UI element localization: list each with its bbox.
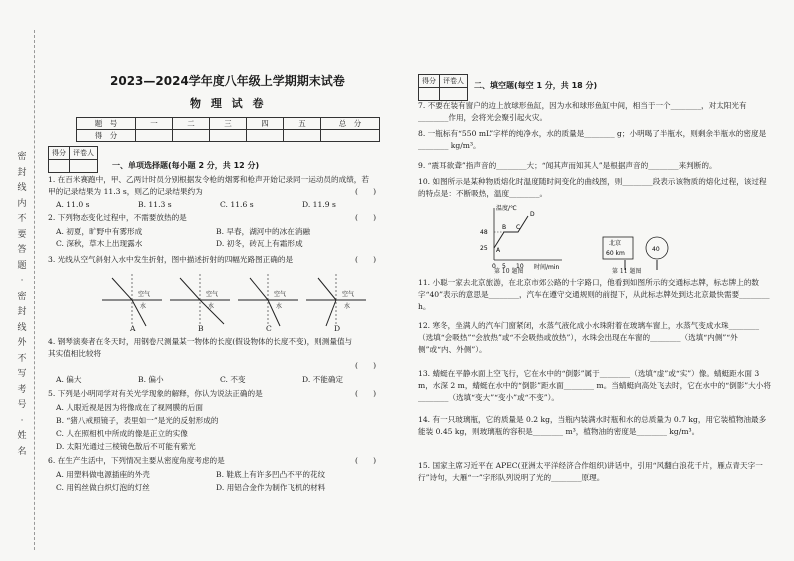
margin-char: 线 (17, 322, 27, 333)
grader-score-cell (419, 88, 440, 101)
margin-char: 不 (17, 353, 27, 364)
score-cell: 三 (210, 118, 247, 130)
margin-char: 封 (17, 167, 27, 178)
margin-char: · (20, 415, 24, 426)
question-5-options (56, 401, 376, 453)
score-cell: 题 号 (77, 118, 136, 130)
section2-title: 二、填空题(每空 1 分，共 18 分) (474, 81, 598, 90)
fig11-caption: 第 11 题图 (612, 268, 642, 275)
fig10-caption: 第 10 题图 (494, 268, 524, 275)
margin-char: 内 (17, 198, 27, 209)
margin-char: 密 (17, 291, 27, 302)
score-cell[interactable] (321, 130, 380, 142)
score-cell: 总 分 (321, 118, 380, 130)
fig10-xlabel: 时间/min (534, 264, 560, 271)
option: D. 用铝合金作为制作飞机的材料 (216, 483, 326, 492)
option: A. 用塑料做电源插座的外壳 (56, 470, 150, 479)
option: A. 11.0 s (56, 200, 90, 209)
option: C. 用钨丝做白炽灯泡的灯丝 (56, 483, 150, 492)
option: C. 11.6 s (220, 200, 254, 209)
question-9: 9. “震耳欲聋”指声音的________大；“闻其声而知其人”是根据声音的________来判断的。 (418, 161, 717, 170)
grader-name-cell (70, 160, 98, 173)
question-6: 6. 在生产生活中，下列情况主要从密度角度考虑的是 (48, 456, 225, 465)
question-3-options (130, 324, 390, 333)
section1-title: 一、单项选择题(每小题 2 分，共 12 分) (112, 161, 260, 170)
question-8: 8. 一瓶标有“550 mL”字样的纯净水，水的质量是________ g；小明喝了半瓶水，则剩余半瓶水的密度是________ kg/m³。 (418, 129, 767, 150)
answer-paren: ( ) (355, 361, 377, 370)
score-cell[interactable] (136, 130, 173, 142)
score-table (76, 117, 380, 142)
water-label: 水 (276, 303, 283, 310)
margin-char: 写 (17, 369, 27, 379)
sign-distance: 60 km (606, 250, 625, 257)
question-5: 5. 下列是小明同学对有关光学现象的解释，你认为说法正确的是 (48, 389, 263, 398)
answer-paren: ( ) (355, 213, 377, 222)
option: D. 11.9 s (302, 200, 336, 209)
air-label: 空气 (206, 291, 219, 298)
air-label: 空气 (342, 291, 355, 298)
option: C. 深秋，草木上出现露水 (56, 239, 143, 248)
question-4: 4. 钢琴演奏者在冬天时，用钢卷尺测量某一物体的长度(假设物体的长度不变)，则测量值与其实值相比较将 (48, 337, 353, 358)
answer-paren: ( ) (355, 187, 377, 196)
option: D. 太阳光通过三棱镜色散后不可能有紫光 (56, 442, 196, 451)
diagram-d (306, 274, 366, 326)
question-11: 11. 小聪一家去北京旅游，在北京市郊公路的十字路口，他看到如图所示的交通标志牌，标志牌上的数字“40”表示的意思是________，汽车在遵守交通规则的前提下，从此标志牌处到达北京最快需要________ h。 (418, 278, 770, 311)
question-4-options (56, 374, 386, 385)
option: B. 偏小 (138, 375, 164, 384)
fig10-xtick: 5 (502, 263, 506, 270)
seal-line-notice (14, 150, 30, 460)
question-6-options (56, 468, 386, 494)
grader-box (418, 74, 468, 101)
fig10-point: B (502, 224, 507, 231)
water-label: 水 (140, 303, 147, 310)
margin-char: 号 (17, 400, 27, 410)
score-cell: 得 分 (77, 130, 136, 142)
question-2-options (56, 226, 386, 250)
margin-char: 密 (17, 152, 27, 162)
option: C. 人在照相机中所成的像是正立的实像 (56, 429, 188, 438)
question-2: 2. 下列物态变化过程中，不需要放热的是 (48, 213, 187, 222)
fig10-xtick: 10 (516, 263, 524, 270)
fig10-ytick: 48 (480, 229, 488, 236)
fig10-ylabel: 温度/℃ (496, 205, 517, 212)
fig10-ytick: 25 (480, 245, 488, 252)
question-13: 13. 蜻蜓在平静水面上空飞行，它在水中的“倒影”属于________（选填“虚”或“实”）像。蜻蜓距水面 3 m，水深 2 m，蜻蜓在水中的“倒影”距水面________ m。当蜻蜓向高处飞去时，它在水中的“倒影”大小将________（选填“变大”“变小”或“不变”）。 (418, 369, 771, 402)
question-10: 10. 如图所示是某种物质熔化时温度随时间变化的曲线图，则________段表示该物质的熔化过程，该过程的特点是：不断吸热，温度________。 (418, 177, 767, 198)
water-label: 水 (344, 303, 351, 310)
option: D (334, 324, 341, 333)
score-cell: 四 (247, 118, 284, 130)
score-cell[interactable] (284, 130, 321, 142)
grader-score-label: 得分 (419, 75, 440, 88)
option: C (266, 324, 272, 333)
grader-score-cell (49, 160, 70, 173)
margin-char: 考 (17, 384, 27, 395)
fig10-point: A (496, 247, 501, 254)
score-cell[interactable] (210, 130, 247, 142)
margin-char: 姓 (17, 431, 27, 441)
melting-curve-figure (478, 202, 568, 272)
margin-char: 线 (17, 183, 27, 193)
option: B. 鞋底上有许多凹凸不平的花纹 (216, 470, 326, 479)
option: C. 不变 (220, 375, 246, 384)
sign-speed: 40 (652, 246, 660, 253)
fig10-point: C (516, 224, 521, 231)
score-cell[interactable] (247, 130, 284, 142)
option: B (198, 324, 204, 333)
fig10-point: D (530, 211, 535, 218)
score-cell: 二 (173, 118, 210, 130)
option: D. 初冬，砖瓦上有霜形成 (216, 239, 303, 248)
answer-paren: ( ) (355, 255, 377, 264)
margin-char: 答 (17, 245, 27, 255)
refraction-diagrams (100, 270, 370, 332)
grader-label: 评卷人 (70, 147, 98, 160)
option: A. 偏大 (56, 375, 82, 384)
answer-paren: ( ) (355, 389, 377, 398)
option: A (130, 324, 136, 333)
option: B. 早春，湖河中的冰在消融 (216, 227, 310, 236)
question-14: 14. 有一只玻璃瓶，它的质量是 0.2 kg，当瓶内装满水时瓶和水的总质量为 0.7 kg，用它装植物油最多能装 0.45 kg，则玻璃瓶的容积是________ m³，植物油的密度是________ kg/m³。 (418, 415, 767, 436)
score-cell: 一 (136, 118, 173, 130)
sign-place: 北京 (609, 240, 622, 247)
question-15: 15. 国家主席习近平在 APEC(亚洲太平洋经济合作组织)讲话中，引用“风翻白浪花千片，雁点青天字一行”诗句，大雁“一”字形队列说明了光的________原理。 (418, 461, 763, 482)
grader-score-label: 得分 (49, 147, 70, 160)
margin-char: 名 (17, 446, 27, 457)
seal-dashed-line (34, 30, 35, 550)
question-1: 1. 在百米赛跑中，甲、乙两计时员分别根据发令枪的烟雾和枪声开始记录同一运动员的成绩，若甲的记录结果为 11.3 s，则乙的记录结果约为 (48, 175, 369, 196)
margin-char: · (20, 276, 24, 286)
margin-char: 外 (17, 338, 27, 348)
air-label: 空气 (138, 291, 151, 298)
answer-paren: ( ) (355, 456, 377, 465)
option: D. 不能确定 (302, 375, 344, 384)
margin-char: 不 (17, 214, 27, 224)
option: A. 初夏，旷野中有雾形成 (56, 227, 143, 236)
air-label: 空气 (274, 291, 287, 298)
question-7: 7. 不要在装有窗户的边上放球形鱼缸，因为水和球形鱼缸中间，相当于一个________，对太阳光有________作用，会将光会聚引起火灾。 (418, 101, 747, 122)
score-cell[interactable] (173, 130, 210, 142)
margin-char: 题 (17, 260, 27, 271)
option: A. 人眼近视是因为将像成在了视网膜的后面 (56, 403, 203, 412)
margin-char: 要 (17, 229, 27, 240)
diagram-b (170, 274, 230, 326)
subject-title: 物 理 试 卷 (190, 97, 267, 110)
grader-label: 评卷人 (440, 75, 468, 88)
question-3: 3. 光线从空气斜射入水中发生折射，图中描述折射的四幅光路图正确的是 (48, 255, 294, 264)
diagram-a (102, 274, 162, 326)
fig10-xtick: 0 (492, 263, 496, 270)
question-1-options (56, 200, 386, 209)
diagram-c (238, 274, 298, 326)
option: B. “猪八戒照镜子，表里如一”是光的反射形成的 (56, 416, 219, 425)
water-label: 水 (208, 303, 215, 310)
score-cell: 五 (284, 118, 321, 130)
margin-char: 封 (17, 307, 27, 317)
question-12: 12. 寒冬，坐满人的汽车门窗紧闭，水蒸气液化成小水珠附着在玻璃车窗上，水蒸气变成水珠________（选填“会吸热”“会放热”或“不会吸热或放热”），水珠会出现在车窗的________（选填“内侧”“外侧”或“内、外侧”）。 (418, 321, 760, 354)
option: B. 11.3 s (138, 200, 172, 209)
grader-name-cell (440, 88, 468, 101)
exam-title: 2023—2024学年度八年级上学期期末试卷 (110, 74, 345, 88)
grader-box (48, 146, 98, 173)
